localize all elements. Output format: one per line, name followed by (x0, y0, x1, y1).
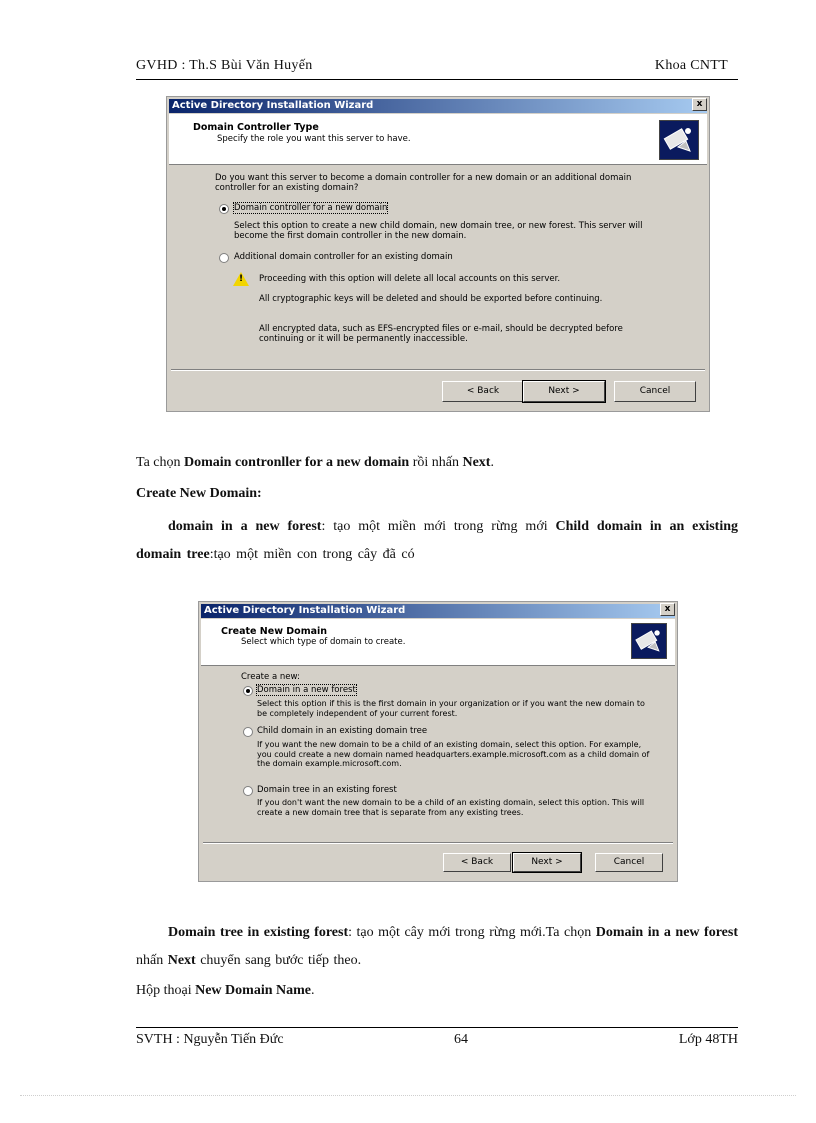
button-separator (171, 369, 705, 371)
radio-new-forest[interactable] (243, 686, 253, 696)
page-footer (136, 1032, 738, 1052)
p3-bold-forest: domain in a new forest (168, 519, 322, 534)
page-header (136, 58, 738, 78)
p3-text: : tạo một miền mới trong rừng mới (321, 519, 556, 534)
p5-period: . (310, 983, 315, 998)
page-number: 64 (454, 1032, 468, 1047)
p1-bold-option: Domain contronller for a new domain (184, 455, 410, 470)
dialog2-subheading: Select which type of domain to create. (241, 637, 406, 647)
option-new-forest-text: Domain in a new forest (257, 685, 356, 695)
option-additional-dc-label[interactable]: Additional domain controller for an existing domain (234, 252, 453, 262)
dialog2-title: Active Directory Installation Wizard (204, 605, 406, 616)
option-new-forest-label[interactable] (257, 685, 356, 695)
p1-bold-next: Next (462, 455, 491, 470)
cancel-button-2[interactable]: Cancel (595, 853, 663, 872)
next-button[interactable]: Next > (523, 381, 605, 402)
page-bottom-dotted-line (20, 1095, 796, 1096)
header-rule (136, 79, 738, 80)
dialog-heading: Domain Controller Type (193, 122, 319, 133)
p1-text-2: rồi nhấn (409, 455, 463, 470)
dialog2-header-band (201, 619, 675, 666)
dialog-domain-controller-type (166, 96, 710, 412)
option-child-domain-desc: If you want the new domain to be a child of an existing domain, select this option. For example, you could create a new domain named headquarters.example.microsoft.com as a child domain of the domain example.microsoft.com. (257, 740, 650, 768)
dialog2-title-bar (201, 604, 675, 618)
p1-period: . (490, 455, 494, 470)
back-button-2[interactable]: < Back (443, 853, 511, 872)
header-instructor: GVHD : Th.S Bùi Văn Huyến (136, 58, 313, 73)
note-crypto-keys: All cryptographic keys will be deleted and should be exported before continuing. (259, 294, 603, 304)
dialog-create-new-domain (198, 601, 678, 882)
p4-text-2: nhấn (136, 953, 168, 968)
p3-text-2: :tạo một miền con trong cây đã có (209, 547, 415, 562)
back-button[interactable]: < Back (442, 381, 524, 402)
paragraph-domain-options (136, 513, 738, 569)
option-new-forest-desc: Select this option if this is the first domain in your organization or if you want the new domain to be completely independent of your current forest. (257, 699, 645, 718)
p3-bold-child: Child domain in an existing domain tree (136, 519, 739, 562)
warning-icon (233, 272, 249, 286)
dialog-title-bar (169, 99, 707, 113)
footer-rule (136, 1027, 738, 1028)
header-faculty: Khoa CNTT (654, 58, 728, 73)
note-encrypted-data: All encrypted data, such as EFS-encrypted files or e-mail, should be decrypted before continuing or it will be permanently inaccessible. (259, 324, 623, 344)
option-child-domain-label[interactable]: Child domain in an existing domain tree (257, 726, 428, 736)
wizard-icon-2 (631, 623, 667, 659)
wizard-icon (659, 120, 699, 160)
paragraph-new-domain-name (136, 981, 738, 1001)
dialog-subheading: Specify the role you want this server to have. (217, 134, 411, 144)
option-new-domain-desc: Select this option to create a new child domain, new domain tree, or new forest. This server will become the first domain controller in the new domain. (234, 221, 643, 241)
p4-bold-tree: Domain tree in existing forest (168, 925, 349, 940)
radio-new-domain[interactable] (219, 204, 229, 214)
option-new-domain-label[interactable] (234, 203, 387, 213)
radio-child-domain[interactable] (243, 727, 253, 737)
paragraph-choose-domain (136, 453, 738, 473)
close-button-2[interactable]: x (660, 603, 675, 616)
paragraph-domain-tree (136, 919, 738, 975)
dialog2-heading: Create New Domain (221, 626, 328, 637)
question-text: Do you want this server to become a domain controller for a new domain or an additional domain controller for an existing domain? (215, 173, 632, 193)
section-create-new-domain: Create New Domain: (136, 486, 262, 501)
p4-bold-next: Next (167, 953, 196, 968)
radio-domain-tree[interactable] (243, 786, 253, 796)
close-button[interactable]: x (692, 98, 707, 111)
dialog-title: Active Directory Installation Wizard (172, 100, 374, 111)
cancel-button[interactable]: Cancel (614, 381, 696, 402)
option-new-domain-text: Domain controller for a new domain (234, 203, 388, 213)
option-domain-tree-label[interactable]: Domain tree in an existing forest (257, 785, 397, 795)
next-button-2[interactable]: Next > (513, 853, 581, 872)
p5-bold-dialog-name: New Domain Name (195, 983, 311, 998)
option-domain-tree-desc: If you don't want the new domain to be a child of an existing domain, select this option. This will create a new domain tree that is separate from any existing trees. (257, 798, 645, 817)
p4-text-3: chuyển sang bước tiếp theo. (195, 953, 362, 968)
p4-text: : tạo một cây mới trong rừng mới.Ta chọn (348, 925, 596, 940)
p4-bold-forest: Domain in a new forest (595, 925, 738, 940)
warning-text: Proceeding with this option will delete all local accounts on this server. (259, 274, 561, 284)
p1-text: Ta chọn (136, 455, 185, 470)
create-label: Create a new: (241, 672, 300, 682)
button-separator-2 (203, 842, 673, 844)
dialog-header-band (169, 114, 707, 165)
footer-student: SVTH : Nguyễn Tiến Đức (136, 1032, 284, 1047)
p5-text: Hộp thoại (136, 983, 196, 998)
radio-additional-dc[interactable] (219, 253, 229, 263)
footer-class: Lớp 48TH (678, 1032, 738, 1047)
